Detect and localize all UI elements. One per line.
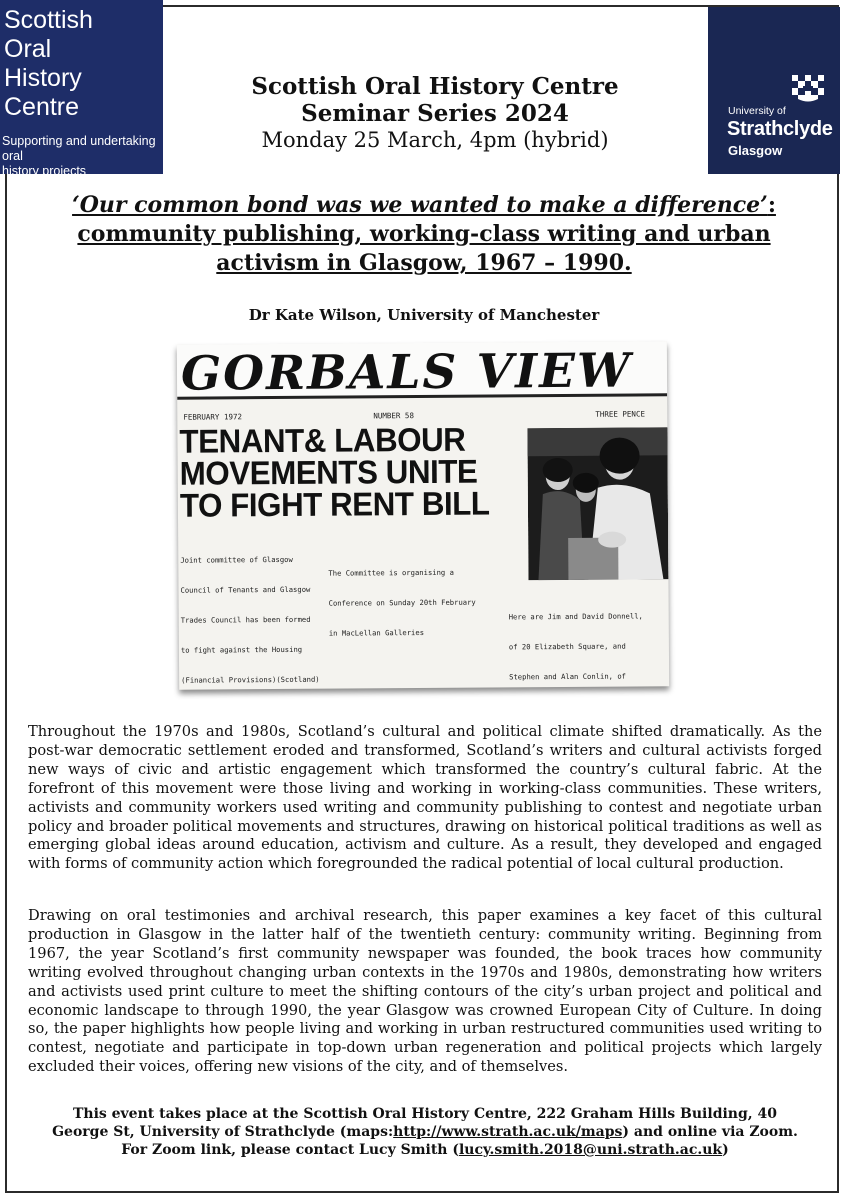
column-line: to fight against the Housing [180,644,303,655]
strathclyde-logo [708,7,840,174]
maps-link[interactable]: http://www.strath.ac.uk/maps [393,1124,623,1140]
footer-line-2-post: ) and online via Zoom. [622,1124,798,1140]
logo-university-of: University of [728,105,786,117]
footer-line-3-post: ) [722,1142,729,1158]
event-date: Monday 25 March, 4pm (hybrid) [261,128,609,152]
column-line: in MacLellan Galleries [328,627,425,638]
seminar-header [170,73,700,154]
footer-line-3 [40,1141,810,1159]
column-line: Here are Jim and David Donnell, [508,611,643,622]
logo-name-line: Centre [4,93,80,121]
speaker: Dr Kate Wilson, University of Manchester [248,306,600,324]
sohc-logo-tagline [2,134,163,179]
footer-line-1: This event takes place at the Scottish Oral History Centre, 222 Graham Hills Building, 40 [72,1106,778,1122]
series-subtitle: Seminar Series 2024 [301,100,569,127]
column-line: Trades Council has been formed [180,614,311,625]
talk-title-rest: : community publishing, working-class writing and urban activism in Glasgow, 1967 – 1990. [77,192,776,276]
talk-title-quote: ‘Our common bond was we wanted to make a difference’ [72,192,768,218]
column-line: of 20 Elizabeth Square, and [508,641,626,652]
column-line: Conference on Sunday 20th February [328,597,476,608]
contact-email-link[interactable]: lucy.smith.2018@uni.strath.ac.uk [458,1142,723,1158]
clipping-column-2 [328,548,491,690]
column-line: Joint committee of Glasgow [180,554,293,565]
logo-glasgow: Glasgow [728,143,783,158]
clipping-column-1 [180,535,330,690]
university-crest-icon [792,75,824,103]
tagline-line: history projects [2,164,87,178]
logo-name-line: Oral [4,35,52,63]
footer-line-3-pre: For Zoom link, please contact Lucy Smith ( [121,1142,459,1158]
column-line [329,658,489,669]
clipping-masthead-bar [177,341,667,402]
clipping-date: FEBRUARY 1972 [183,412,243,422]
headline-line: TENANT& LABOUR [179,420,466,460]
headline-line: MOVEMENTS UNITE [179,452,478,492]
abstract-paragraph-1: Throughout the 1970s and 1980s, Scotland’s cultural and political climate shifted dramatically. As the post-war democratic settlement eroded and transformed, Scotland’s writers and cultural activists forged new ways of civic and artistic engagement which transformed the country’s cultural fabric. At the forefront of this movement were those living and working in working-class communities. These writers, activists and community workers used writing and community publishing to contest and negotiate urban policy and broader political movements and structures, drawing on historical political traditions as well as emerging global ideas around education, activism and culture. As a result, they developed and engaged with forms of community action which foregrounded the radical potential of local cultural production. [28,723,822,873]
abstract-paragraph-2: Drawing on oral testimonies and archival research, this paper examines a key facet of this cultural production in Glasgow in the latter half of the twentieth century: community writing. Beginning from 1967, the year Scotland’s first community newspaper was founded, the book traces how community writing evolved throughout changing urban contexts in the 1970s and 1980s, demonstrating how writers and activists used print culture to meet the shifting contours of the city’s urban project and political and economic landscape to through 1990, the year Glasgow was crowned European City of Culture. In doing so, the paper highlights how people living and working in urban restructured communities used writing to contest, negotiate and participate in top-down urban regeneration and political projects which largely excluded their voices, offering new visions of the city, and of themselves. [28,907,822,1076]
event-details-footer [40,1105,810,1159]
series-title: Scottish Oral History Centre [251,73,619,100]
tagline-line: Supporting and undertaking oral [2,134,156,163]
talk-title [40,191,808,278]
column-line: Council of Tenants and Glasgow [180,584,311,595]
clipping-photo [527,427,668,580]
footer-line-2 [40,1123,810,1141]
newspaper-clipping [177,341,669,689]
clipping-headline [179,420,490,524]
logo-name-line: Scottish [4,6,93,34]
headline-line: TO FIGHT RENT BILL [179,484,490,524]
logo-name-line: History [4,64,82,92]
sohc-logo-name [4,6,93,122]
clipping-price: THREE PENCE [595,409,645,419]
sohc-logo [0,0,163,178]
clipping-masthead: GORBALS VIEW [180,343,632,402]
column-line: Stephen and Alan Conlin, of [509,671,627,682]
footer-line-2-pre: George St, University of Strathclyde (maps: [52,1124,394,1140]
logo-strathclyde: Strathclyde [727,118,833,140]
column-line: (Financial Provisions)(Scotland) [181,674,320,685]
clipping-number: NUMBER 58 [373,411,414,421]
column-line: The Committee is organising a [328,567,454,578]
clipping-column-3 [509,591,645,689]
